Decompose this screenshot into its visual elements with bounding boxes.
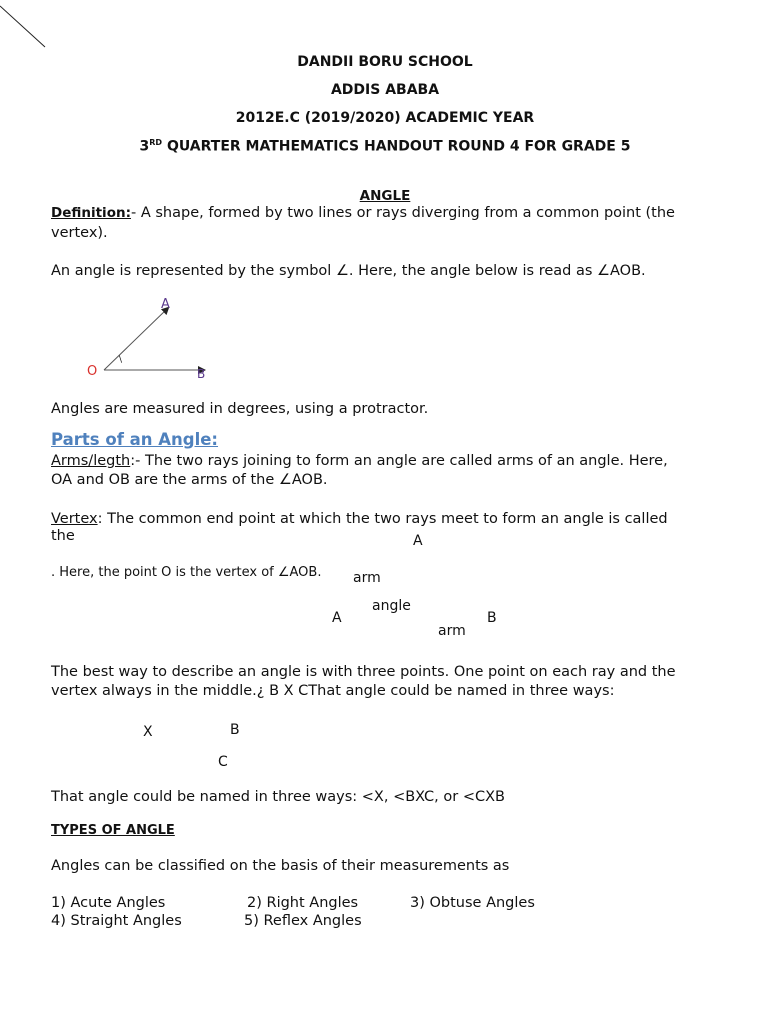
vertex-label: Vertex	[51, 511, 98, 527]
measured-text: Angles are measured in degrees, using a protractor.	[51, 401, 429, 417]
named-text: That angle could be named in three ways: <X, <BXC, or <CXB	[51, 789, 505, 805]
diagram2-a-top: A	[413, 533, 423, 549]
diagram2-arm-top: arm	[353, 570, 381, 586]
handout-title-rest: QUARTER MATHEMATICS HANDOUT ROUND 4 FOR GRADE 5	[162, 138, 631, 155]
vertex-line-2: the	[51, 528, 75, 544]
three-points-line-1: The best way to describe an angle is with three points. One point on each ray and the	[51, 664, 676, 680]
three-points-line-2: vertex always in the middle.¿ B X CThat angle could be named in three ways:	[51, 683, 615, 699]
ray-oa	[104, 308, 168, 370]
type-right: 2) Right Angles	[247, 895, 359, 911]
corner-line	[0, 0, 50, 50]
types-heading: TYPES OF ANGLE	[51, 823, 175, 838]
school-name: DANDII BORU SCHOOL	[297, 54, 473, 70]
diagram3-x: X	[143, 724, 153, 740]
quarter-suffix: RD	[149, 138, 163, 147]
quarter-number: 3	[139, 138, 150, 155]
arms-label: Arms/legth	[51, 453, 131, 469]
vertex-text: : The common end point at which the two rays meet to form an angle is called	[97, 511, 668, 527]
point-a-label: A	[161, 297, 170, 312]
city-name: ADDIS ABABA	[330, 82, 440, 98]
definition-text: - A shape, formed by two lines or rays diverging from a common point (the	[130, 205, 675, 221]
diagram2-b-right: B	[487, 610, 497, 626]
type-reflex: 5) Reflex Angles	[244, 913, 362, 929]
diagram3-c: C	[218, 754, 228, 770]
parts-heading: Parts of an Angle:	[51, 430, 219, 449]
symbol-text: An angle is represented by the symbol ∠. Here, the angle below is read as ∠AOB.	[51, 263, 646, 279]
arms-line-1	[51, 452, 668, 471]
definition-line-1	[51, 204, 675, 223]
angle-tick: \	[119, 355, 123, 365]
type-obtuse: 3) Obtuse Angles	[410, 895, 535, 911]
point-b-label: B	[197, 367, 206, 381]
diagram2-a-left: A	[332, 610, 342, 626]
arms-text: :- The two rays joining to form an angle are called arms of an angle. Here,	[130, 453, 668, 469]
type-straight: 4) Straight Angles	[51, 913, 182, 929]
type-acute: 1) Acute Angles	[51, 895, 166, 911]
academic-year: 2012E.C (2019/2020) ACADEMIC YEAR	[235, 110, 535, 126]
arms-line-2: OA and OB are the arms of the ∠AOB.	[51, 472, 328, 488]
section-title: ANGLE	[359, 188, 411, 204]
diagram2-arm-bottom: arm	[438, 623, 466, 639]
diagram3-b: B	[230, 722, 240, 738]
classified-text: Angles can be classified on the basis of their measurements as	[51, 858, 510, 874]
definition-label: Definition:	[51, 205, 131, 221]
vertex-line-1	[51, 510, 668, 529]
handout-title	[0, 138, 770, 155]
vertex-line-3: . Here, the point O is the vertex of ∠AOB.	[51, 565, 322, 580]
vertex-o-label: O	[87, 364, 98, 379]
definition-line-2: vertex).	[51, 225, 108, 241]
diagram2-angle: angle	[372, 598, 411, 614]
